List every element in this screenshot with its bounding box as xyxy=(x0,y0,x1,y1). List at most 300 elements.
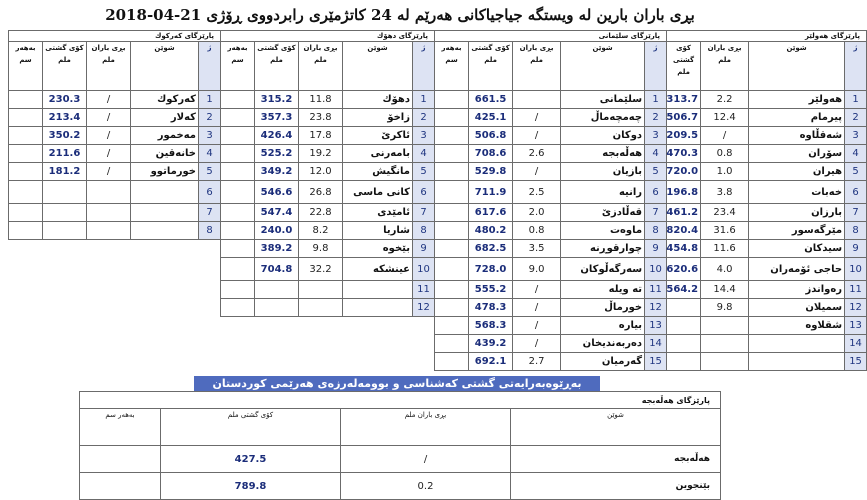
station-name xyxy=(131,181,199,204)
rain-value xyxy=(87,181,131,204)
row-index: 1 xyxy=(645,91,667,109)
row-index: 2 xyxy=(645,109,667,127)
station-name: ئاكرێ xyxy=(343,127,413,145)
rate-cell xyxy=(9,145,43,163)
rain-value: 12.4 xyxy=(701,109,749,127)
station-name xyxy=(343,299,413,317)
rain-value: 9.0 xyxy=(513,258,561,281)
station-name: قه‌ڵادزێ xyxy=(561,204,645,222)
station-name: كه‌ركوك xyxy=(131,91,199,109)
cumulative-value xyxy=(667,335,701,353)
station-name: مانگیش xyxy=(343,163,413,181)
cumulative-value: 209.5 xyxy=(667,127,701,145)
cumulative-value xyxy=(667,353,701,371)
rain-value: 0.2 xyxy=(341,473,511,500)
rain-value: / xyxy=(513,163,561,181)
cumulative-value: 427.5 xyxy=(161,446,341,473)
station-name: شقلاوه‌ xyxy=(749,317,845,335)
row-index: 9 xyxy=(413,240,435,258)
column-header-row xyxy=(9,42,867,91)
cumulative-value xyxy=(43,204,87,222)
rate-cell xyxy=(221,222,255,240)
table-row xyxy=(9,145,867,163)
station-name: بامه‌رنی xyxy=(343,145,413,163)
col-station: شوێن xyxy=(561,42,645,91)
region-kirkuk: پارێزگای كه‌ركوك xyxy=(9,31,221,42)
cumulative-value: 357.3 xyxy=(255,109,299,127)
cumulative-value: 181.2 xyxy=(43,163,87,181)
cumulative-value: 480.2 xyxy=(469,222,513,240)
table-row xyxy=(80,446,721,473)
rain-value: 0.8 xyxy=(701,145,749,163)
station-name: ئامێدی xyxy=(343,204,413,222)
table-row xyxy=(80,473,721,500)
row-index: 12 xyxy=(413,299,435,317)
rain-value: 1.0 xyxy=(701,163,749,181)
cumulative-value: 720.0 xyxy=(667,163,701,181)
station-name: رانیه‌ xyxy=(561,181,645,204)
cumulative-value: 426.4 xyxy=(255,127,299,145)
col-rate: به‌هەر سم xyxy=(80,409,161,446)
row-index: 2 xyxy=(845,109,867,127)
cumulative-value: 529.8 xyxy=(469,163,513,181)
halabja-header-row xyxy=(80,409,721,446)
row-index: 5 xyxy=(645,163,667,181)
station-name: هه‌ولێر xyxy=(749,91,845,109)
row-index: 4 xyxy=(413,145,435,163)
rain-value: 31.6 xyxy=(701,222,749,240)
station-name: عینشكه‌ xyxy=(343,258,413,281)
station-name: سلێمانی xyxy=(561,91,645,109)
rate-cell xyxy=(435,91,469,109)
station-name xyxy=(131,204,199,222)
col-station: شوێن xyxy=(343,42,413,91)
cumulative-value: 211.6 xyxy=(43,145,87,163)
station-name: هیران xyxy=(749,163,845,181)
rain-value xyxy=(701,317,749,335)
rate-cell xyxy=(221,145,255,163)
cumulative-value: 506.7 xyxy=(667,109,701,127)
row-index: 7 xyxy=(199,204,221,222)
table-row xyxy=(9,222,867,240)
table-row xyxy=(9,353,867,371)
rain-value: 32.2 xyxy=(299,258,343,281)
table-row xyxy=(9,335,867,353)
region-duhok: پارێزگای دهۆك xyxy=(221,31,435,42)
rain-value: 2.0 xyxy=(513,204,561,222)
row-index: 5 xyxy=(845,163,867,181)
row-index: 12 xyxy=(645,299,667,317)
rain-value: / xyxy=(87,127,131,145)
table-row xyxy=(9,127,867,145)
row-index: 15 xyxy=(645,353,667,371)
cumulative-value: 692.1 xyxy=(469,353,513,371)
station-name: شاریا xyxy=(343,222,413,240)
rain-value xyxy=(87,204,131,222)
empty-cell xyxy=(9,258,221,281)
rain-value xyxy=(299,299,343,317)
station-name: سمیلان xyxy=(749,299,845,317)
col-station: شوێن xyxy=(511,409,721,446)
row-index: 8 xyxy=(199,222,221,240)
rate-cell xyxy=(80,446,161,473)
rate-cell xyxy=(435,240,469,258)
row-index: 6 xyxy=(645,181,667,204)
rain-value xyxy=(701,335,749,353)
station-name: ره‌واندز xyxy=(749,281,845,299)
row-index: 1 xyxy=(199,91,221,109)
col-cum: كۆی گشتی ملم xyxy=(43,42,87,91)
col-rate: به‌هەر سم xyxy=(221,42,255,91)
rain-value: / xyxy=(701,127,749,145)
rain-value: 19.2 xyxy=(299,145,343,163)
station-name: حاجی ئۆمه‌ران xyxy=(749,258,845,281)
empty-cell xyxy=(221,317,435,335)
table-row xyxy=(9,91,867,109)
row-index: 4 xyxy=(199,145,221,163)
station-name: هه‌ڵه‌بجه‌ xyxy=(511,446,721,473)
col-station: شوێن xyxy=(749,42,845,91)
rate-cell xyxy=(9,222,43,240)
station-name: گه‌رمیان xyxy=(561,353,645,371)
rate-cell xyxy=(435,299,469,317)
rate-cell xyxy=(9,163,43,181)
cumulative-value: 240.0 xyxy=(255,222,299,240)
cumulative-value xyxy=(255,281,299,299)
rain-value: 26.8 xyxy=(299,181,343,204)
rate-cell xyxy=(435,317,469,335)
col-rain: بڕی باران ملم xyxy=(341,409,511,446)
rate-cell xyxy=(221,127,255,145)
cumulative-value: 470.3 xyxy=(667,145,701,163)
row-index: 12 xyxy=(845,299,867,317)
cumulative-value: 389.2 xyxy=(255,240,299,258)
row-index: 11 xyxy=(413,281,435,299)
station-name: خانه‌قین xyxy=(131,145,199,163)
halabja-region-row xyxy=(80,392,721,409)
empty-cell xyxy=(9,335,221,353)
rain-value: 2.2 xyxy=(701,91,749,109)
rain-value: 9.8 xyxy=(299,240,343,258)
rain-value: / xyxy=(87,109,131,127)
row-index: 6 xyxy=(413,181,435,204)
station-name: بارزان xyxy=(749,204,845,222)
row-index: 15 xyxy=(845,353,867,371)
rate-cell xyxy=(435,163,469,181)
cumulative-value: 661.5 xyxy=(469,91,513,109)
rain-value: 8.2 xyxy=(299,222,343,240)
col-cum: كۆی گشتی ملم xyxy=(469,42,513,91)
row-index: 4 xyxy=(645,145,667,163)
rate-cell xyxy=(221,181,255,204)
cumulative-value xyxy=(255,299,299,317)
rate-cell xyxy=(435,335,469,353)
rain-value: 11.8 xyxy=(299,91,343,109)
col-rain: بڕی باران ملم xyxy=(701,42,749,91)
rate-cell xyxy=(9,181,43,204)
col-rain: بڕی باران ملم xyxy=(513,42,561,91)
cumulative-value: 478.3 xyxy=(469,299,513,317)
row-index: 5 xyxy=(413,163,435,181)
station-name: چوارقوڕنه‌ xyxy=(561,240,645,258)
row-index: 14 xyxy=(645,335,667,353)
col-cum: كۆی گشتی ملم xyxy=(667,42,701,91)
station-name: ته‌ ویله‌ xyxy=(561,281,645,299)
cumulative-value: 568.3 xyxy=(469,317,513,335)
cumulative-value: 728.0 xyxy=(469,258,513,281)
rain-value: 11.6 xyxy=(701,240,749,258)
region-header-row xyxy=(9,31,867,42)
rain-value: / xyxy=(87,145,131,163)
col-rain: بڕی باران ملم xyxy=(87,42,131,91)
cumulative-value: 547.4 xyxy=(255,204,299,222)
cumulative-value: 682.5 xyxy=(469,240,513,258)
station-name: دهۆك xyxy=(343,91,413,109)
rate-cell xyxy=(435,258,469,281)
cumulative-value: 555.2 xyxy=(469,281,513,299)
row-index: 3 xyxy=(645,127,667,145)
cumulative-value: 196.8 xyxy=(667,181,701,204)
rain-value: 23.8 xyxy=(299,109,343,127)
page-title: بڕی باران بارین له‌ ویستگه‌ جیاجیاكانی هه‌رێم له‌ 24 كاتژمێری رابردووی ڕۆژی 21-04-2018 xyxy=(105,6,695,24)
rainfall-table xyxy=(8,30,867,371)
station-name: دوكان xyxy=(561,127,645,145)
col-idx: ژ xyxy=(413,42,435,91)
row-index: 10 xyxy=(845,258,867,281)
station-name: سه‌رگه‌ڵوكان xyxy=(561,258,645,281)
rate-cell xyxy=(435,204,469,222)
rate-cell xyxy=(435,145,469,163)
table-row xyxy=(9,204,867,222)
station-name: زاخۆ xyxy=(343,109,413,127)
col-station: شوێن xyxy=(131,42,199,91)
table-row xyxy=(9,281,867,299)
cumulative-value xyxy=(43,222,87,240)
station-name: ده‌ربه‌ندیخان xyxy=(561,335,645,353)
row-index: 2 xyxy=(413,109,435,127)
row-index: 1 xyxy=(413,91,435,109)
empty-cell xyxy=(9,240,221,258)
rain-value: 12.0 xyxy=(299,163,343,181)
row-index: 10 xyxy=(413,258,435,281)
cumulative-value: 454.8 xyxy=(667,240,701,258)
cumulative-value: 789.8 xyxy=(161,473,341,500)
rain-value xyxy=(513,91,561,109)
rate-cell xyxy=(435,281,469,299)
row-index: 8 xyxy=(413,222,435,240)
row-index: 5 xyxy=(199,163,221,181)
cumulative-value: 425.1 xyxy=(469,109,513,127)
region-halabja: پارێزگای هه‌ڵه‌بجه‌ xyxy=(80,392,721,409)
station-name: خه‌بات xyxy=(749,181,845,204)
station-name: سیدكان xyxy=(749,240,845,258)
station-name: هه‌ڵه‌بجه‌ xyxy=(561,145,645,163)
cumulative-value: 350.2 xyxy=(43,127,87,145)
rate-cell xyxy=(435,127,469,145)
station-name: خورماتوو xyxy=(131,163,199,181)
row-index: 6 xyxy=(845,181,867,204)
rate-cell xyxy=(435,181,469,204)
station-name: بیاره‌ xyxy=(561,317,645,335)
row-index: 10 xyxy=(645,258,667,281)
table-row xyxy=(9,163,867,181)
rain-value: / xyxy=(87,163,131,181)
row-index: 3 xyxy=(413,127,435,145)
rain-value xyxy=(701,353,749,371)
rate-cell xyxy=(435,109,469,127)
row-index: 3 xyxy=(845,127,867,145)
rate-cell xyxy=(9,127,43,145)
rate-cell xyxy=(221,109,255,127)
ministry-banner: به‌ڕێوه‌به‌رایه‌تی گشتی كه‌شناسی و بوومه‌له‌رزه‌ی هه‌رێمی كوردستان xyxy=(194,376,600,391)
rain-value: / xyxy=(513,335,561,353)
rain-value xyxy=(299,281,343,299)
station-name xyxy=(749,335,845,353)
station-name xyxy=(343,281,413,299)
col-cum: كۆی گشتی ملم xyxy=(161,409,341,446)
cumulative-value xyxy=(667,299,701,317)
table-row xyxy=(9,317,867,335)
cumulative-value xyxy=(43,181,87,204)
rain-value: / xyxy=(87,91,131,109)
station-name: پیرمام xyxy=(749,109,845,127)
cumulative-value: 617.6 xyxy=(469,204,513,222)
rain-value: / xyxy=(341,446,511,473)
station-name: بێنجوین xyxy=(511,473,721,500)
rate-cell xyxy=(9,91,43,109)
row-index: 9 xyxy=(645,240,667,258)
station-name xyxy=(131,222,199,240)
row-index: 7 xyxy=(845,204,867,222)
rain-value: 9.8 xyxy=(701,299,749,317)
rate-cell xyxy=(221,240,255,258)
row-index: 4 xyxy=(845,145,867,163)
table-row xyxy=(9,258,867,281)
empty-cell xyxy=(9,281,221,299)
cumulative-value: 820.4 xyxy=(667,222,701,240)
col-idx: ژ xyxy=(645,42,667,91)
cumulative-value: 708.6 xyxy=(469,145,513,163)
rain-value: 17.8 xyxy=(299,127,343,145)
rain-value: / xyxy=(513,317,561,335)
row-index: 7 xyxy=(645,204,667,222)
cumulative-value: 461.2 xyxy=(667,204,701,222)
row-index: 11 xyxy=(645,281,667,299)
col-rain: بڕی باران ملم xyxy=(299,42,343,91)
row-index: 14 xyxy=(845,335,867,353)
station-name: بێخوه‌ xyxy=(343,240,413,258)
cumulative-value: 546.6 xyxy=(255,181,299,204)
row-index: 1 xyxy=(845,91,867,109)
rain-value: / xyxy=(513,127,561,145)
station-name: بازیان xyxy=(561,163,645,181)
rate-cell xyxy=(221,258,255,281)
station-name: سۆران xyxy=(749,145,845,163)
rate-cell xyxy=(9,109,43,127)
empty-cell xyxy=(221,335,435,353)
table-row xyxy=(9,181,867,204)
station-name: مێرگه‌سور xyxy=(749,222,845,240)
col-rate: به‌هەر سم xyxy=(9,42,43,91)
station-name: ماوه‌ت xyxy=(561,222,645,240)
rain-value: 22.8 xyxy=(299,204,343,222)
table-row xyxy=(9,240,867,258)
rain-value: 3.8 xyxy=(701,181,749,204)
cumulative-value: 506.8 xyxy=(469,127,513,145)
rate-cell xyxy=(221,163,255,181)
rain-value: 23.4 xyxy=(701,204,749,222)
cumulative-value: 704.8 xyxy=(255,258,299,281)
rate-cell xyxy=(221,281,255,299)
row-index: 8 xyxy=(845,222,867,240)
rain-value: / xyxy=(513,281,561,299)
row-index: 11 xyxy=(845,281,867,299)
cumulative-value: 315.2 xyxy=(255,91,299,109)
rain-value: 2.7 xyxy=(513,353,561,371)
empty-cell xyxy=(9,317,221,335)
station-name: شه‌قڵاوه‌ xyxy=(749,127,845,145)
rain-value: / xyxy=(513,109,561,127)
rain-value: / xyxy=(513,299,561,317)
rain-value: 2.5 xyxy=(513,181,561,204)
col-cum: كۆی گشتی ملم xyxy=(255,42,299,91)
row-index: 13 xyxy=(645,317,667,335)
halabja-table xyxy=(79,391,721,500)
rain-value: 14.4 xyxy=(701,281,749,299)
rain-value: 4.0 xyxy=(701,258,749,281)
cumulative-value: 213.4 xyxy=(43,109,87,127)
region-suli: پارێزگای سلێمانی xyxy=(435,31,667,42)
row-index: 13 xyxy=(845,317,867,335)
row-index: 9 xyxy=(845,240,867,258)
table-row xyxy=(9,109,867,127)
cumulative-value xyxy=(667,317,701,335)
row-index: 2 xyxy=(199,109,221,127)
cumulative-value: 349.2 xyxy=(255,163,299,181)
rate-cell xyxy=(221,204,255,222)
station-name: مه‌خمور xyxy=(131,127,199,145)
rate-cell xyxy=(221,91,255,109)
station-name: خورماڵ xyxy=(561,299,645,317)
cumulative-value: 620.6 xyxy=(667,258,701,281)
col-rate: به‌هەر سم xyxy=(435,42,469,91)
cumulative-value: 439.2 xyxy=(469,335,513,353)
row-index: 6 xyxy=(199,181,221,204)
rain-value: 2.6 xyxy=(513,145,561,163)
cumulative-value: 230.3 xyxy=(43,91,87,109)
rate-cell xyxy=(221,299,255,317)
rate-cell xyxy=(80,473,161,500)
rate-cell xyxy=(9,204,43,222)
rate-cell xyxy=(435,222,469,240)
row-index: 3 xyxy=(199,127,221,145)
rate-cell xyxy=(435,353,469,371)
empty-cell xyxy=(221,353,435,371)
row-index: 7 xyxy=(413,204,435,222)
empty-cell xyxy=(9,299,221,317)
row-index: 8 xyxy=(645,222,667,240)
region-erbil: پارێزگای هه‌ولێر xyxy=(667,31,867,42)
cumulative-value: 525.2 xyxy=(255,145,299,163)
cumulative-value: 564.2 xyxy=(667,281,701,299)
table-row xyxy=(9,299,867,317)
station-name: كانی ماسی xyxy=(343,181,413,204)
rain-value: 0.8 xyxy=(513,222,561,240)
empty-cell xyxy=(9,353,221,371)
station-name: كه‌لار xyxy=(131,109,199,127)
cumulative-value: 711.9 xyxy=(469,181,513,204)
rain-value: 3.5 xyxy=(513,240,561,258)
